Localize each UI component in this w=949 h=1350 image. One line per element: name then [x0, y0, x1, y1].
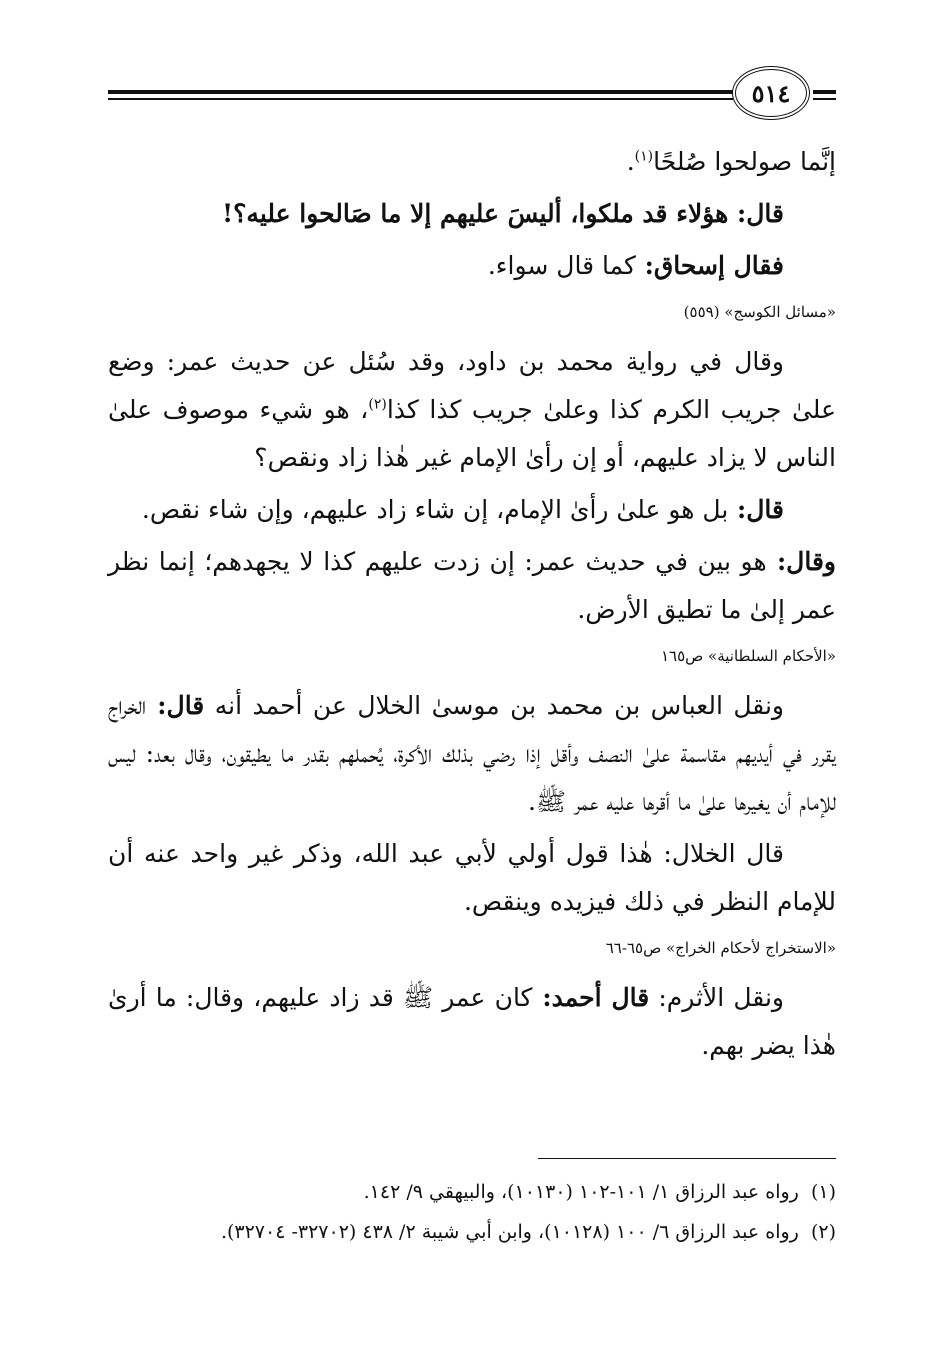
footnote-separator: [538, 1158, 836, 1159]
paragraph: [108, 486, 836, 534]
paragraph: [108, 138, 836, 186]
bold-text: قال أحمد:: [532, 983, 650, 1012]
footnote: [108, 1212, 836, 1252]
text: هو بين في حديث عمر: إن زدت عليهم كذا لا يجهدهم؛ إنما نظر عمر إلىٰ ما تطيق الأرض.: [108, 547, 836, 624]
paragraph: [108, 538, 836, 634]
text: وقال في رواية محمد بن داود، وقد سُئل عن حديث عمر: وضع علىٰ جريب الكرم كذا وعلىٰ جريب كذا كذا: [108, 347, 837, 424]
header-rule-end: [813, 90, 836, 94]
paragraph: [108, 830, 836, 926]
header-rule: [108, 90, 733, 94]
text: ونقل العباس بن محمد بن موسىٰ الخلال عن أحمد أنه: [204, 691, 784, 720]
text: الخراج يقرر في أيديهم مقاسمة علىٰ النصف وأقل إذا رضي بذلك الأكرة، يُحملهم بقدر ما يطيقون، وقال بعد: ليس للإمام أن يغيرها علىٰ ما أقرها عليه عمر ﷺ.: [108, 691, 836, 816]
page-header: [108, 60, 836, 130]
text: بل هو علىٰ رأىٰ الإمام، إن شاء زاد عليهم، وإن شاء نقص.: [141, 495, 729, 524]
page-number: ٥١٤: [732, 66, 810, 120]
bold-text: فقال إسحاق:: [635, 251, 784, 280]
footnote-number: (٢): [810, 1221, 836, 1243]
bold-text: وقال:: [766, 547, 836, 576]
footnote-marker[interactable]: (١): [634, 148, 654, 165]
text: .: [626, 147, 635, 176]
footnotes: [108, 1172, 836, 1252]
paragraph: [108, 682, 836, 826]
footnote-number: (١): [810, 1181, 836, 1203]
source-citation: «الأحكام السلطانية» ص١٦٥: [660, 647, 836, 665]
text: إنَّما صولحوا صُلحًا: [653, 147, 836, 176]
text: ونقل الأثرم:: [649, 983, 784, 1012]
footnote-text: رواه عبد الرزاق ٦/ ١٠٠ (١٠١٢٨)، وابن أبي شيبة ٢/ ٤٣٨ (٣٢٧٠٢- ٣٢٧٠٤).: [220, 1221, 799, 1243]
header-rule: [108, 98, 733, 100]
text: كان عمر ﷺ قد زاد عليهم، وقال: ما أرىٰ هٰذا يضر بهم.: [108, 983, 836, 1060]
header-rule-end: [813, 98, 836, 100]
footnote-marker[interactable]: (٢): [368, 396, 387, 413]
text: ، هو شيء موصوف علىٰ الناس لا يزاد عليهم، أو إن رأىٰ الإمام غير هٰذا زاد ونقص؟: [108, 395, 836, 472]
paragraph: [108, 974, 836, 1070]
source-citation: «مسائل الكوسج» (٥٥٩): [683, 303, 836, 321]
bold-text: قال:: [728, 199, 784, 228]
text: قال الخلال: هٰذا قول أولي لأبي عبد الله، وذكر غير واحد عنه أن للإمام النظر في ذلك فيزيده وينقص.: [108, 839, 836, 916]
footnote: [108, 1172, 836, 1212]
bold-text: قال:: [146, 691, 205, 720]
paragraph: [108, 190, 836, 238]
paragraph: [108, 242, 836, 290]
source-citation: «الاستخراج لأحكام الخراج» ص٦٥-٦٦: [605, 939, 836, 957]
footnote-text: رواه عبد الرزاق ١/ ١٠١-١٠٢ (١٠١٣٠)، والبيهقي ٩/ ١٤٢.: [363, 1181, 799, 1203]
page-body: [108, 138, 836, 1074]
text: كما قال سواء.: [487, 251, 636, 280]
paragraph: [108, 338, 836, 482]
bold-text: قال:: [728, 495, 784, 524]
bold-text: هؤلاء قد ملكوا، أليسَ عليهم إلا ما صَالحوا عليه؟!: [222, 199, 729, 228]
